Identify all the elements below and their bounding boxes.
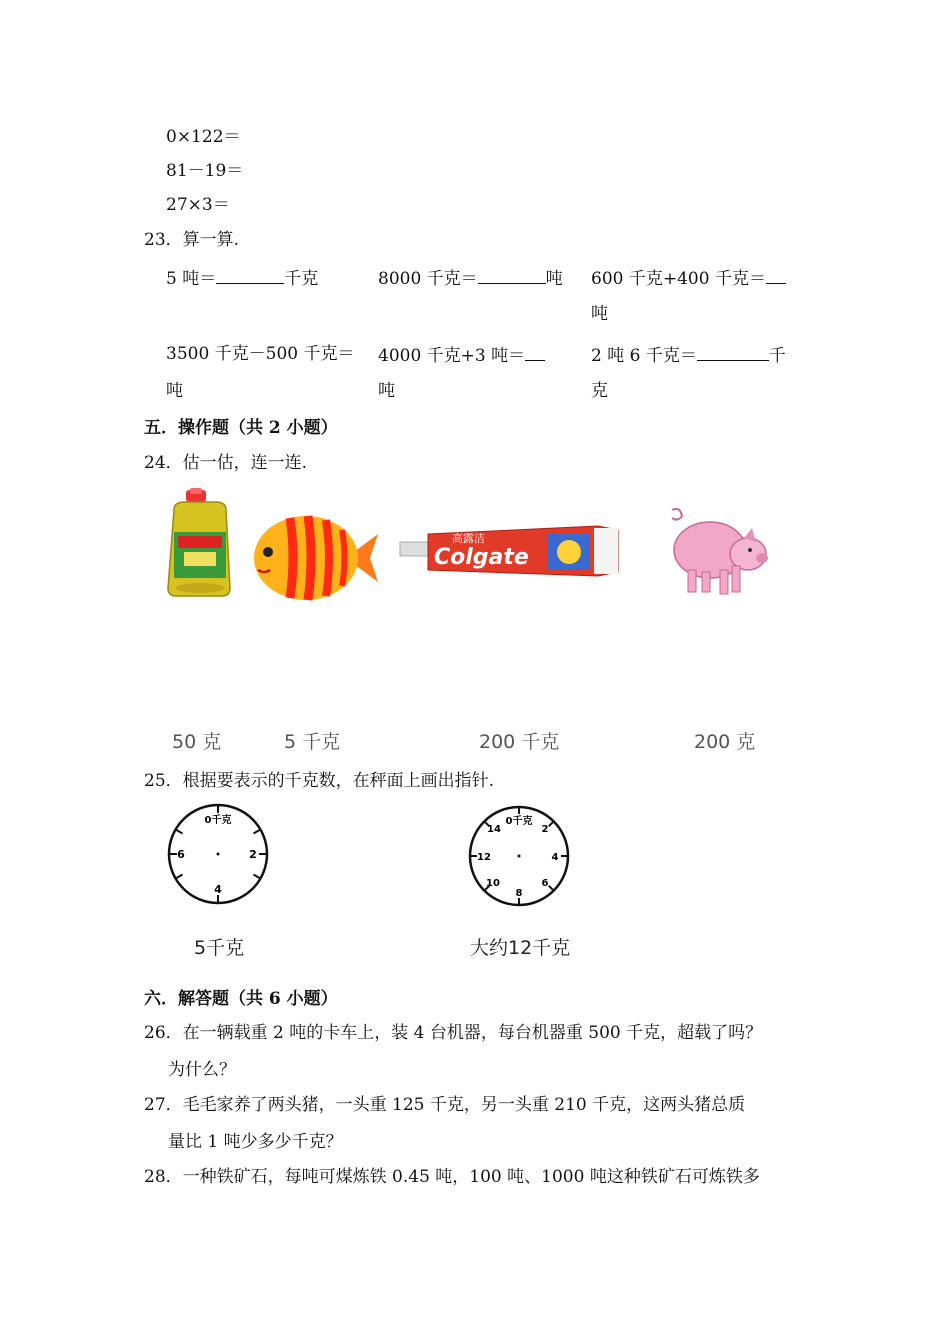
dial-label-bottom: 4 (214, 883, 222, 896)
dial-2-caption: 大约12千克 (470, 937, 571, 959)
answer-blank[interactable] (697, 343, 769, 361)
question-27-line-2: 量比 1 吨少多少千克？ (168, 1132, 343, 1152)
q23-a3-unit: 吨 (591, 304, 608, 324)
q23-b1-unit: 吨 (166, 381, 183, 401)
answer-blank[interactable] (478, 266, 546, 284)
dial-label-6: 6 (541, 878, 549, 889)
dial-label-top: 0千克 (505, 816, 533, 827)
q23-b2-expr: 4000 千克+3 吨＝ (378, 346, 526, 366)
question-number: 24． (144, 453, 183, 473)
toothpaste-image (398, 520, 624, 584)
q23-a2-expr: 8000 千克＝ (378, 269, 478, 289)
dial-label-4: 4 (551, 852, 559, 863)
scale-dial-2[interactable] (465, 802, 573, 910)
answer-blank[interactable] (766, 266, 786, 284)
dial-1-caption: 5千克 (194, 937, 245, 959)
answer-blank[interactable] (216, 266, 284, 284)
q23-item-b2 (378, 343, 545, 367)
dial-label-14: 14 (487, 824, 501, 835)
question-text: 估一估，连一连. (182, 453, 308, 473)
dial-label-top: 0千克 (204, 815, 232, 826)
q23-item-b1 (166, 343, 355, 365)
question-text: 根据要表示的千克数，在秤面上画出指针. (182, 771, 495, 791)
question-number: 27． (144, 1095, 183, 1115)
unit-label: 吨 (545, 269, 563, 289)
q23-b3-expr: 2 吨 6 千克＝ (591, 346, 697, 366)
question-text: 算一算. (182, 230, 240, 250)
q23-b1-expr: 3500 千克－500 千克＝ (166, 344, 355, 364)
toothpaste-logo: Colgate (434, 545, 529, 570)
unit-label: 千克 (284, 269, 319, 289)
dial-label-12: 12 (477, 852, 491, 863)
section-6-heading: 六．解答题（共 6 小题） (144, 989, 338, 1009)
q23-b3-unit-2: 克 (591, 381, 608, 401)
question-25-title (144, 770, 494, 792)
scale-dial-1[interactable] (164, 800, 272, 908)
q23-item-a2 (378, 266, 563, 290)
cooking-oil-bottle-image (164, 488, 236, 600)
dial-label-2: 2 (541, 824, 549, 835)
dial-label-8: 8 (515, 888, 523, 899)
calc-row-2: 81－19＝ (166, 161, 244, 181)
question-number: 25． (144, 771, 183, 791)
question-26-line-2: 为什么？ (168, 1060, 236, 1080)
question-number: 26． (144, 1023, 183, 1043)
question-27 (144, 1094, 745, 1116)
question-number: 28． (144, 1167, 183, 1187)
question-text: 在一辆载重 2 吨的卡车上，装 4 台机器，每台机器重 500 千克，超载了吗？ (182, 1023, 763, 1043)
question-26 (144, 1022, 762, 1044)
toy-fish-image (250, 512, 380, 604)
calc-row-1: 0×122＝ (166, 127, 241, 147)
section-5-heading: 五．操作题（共 2 小题） (144, 418, 338, 438)
dial-label-right: 2 (249, 848, 257, 861)
q23-a1-expr: 5 吨＝ (166, 269, 217, 289)
calc-row-3: 27×3＝ (166, 195, 230, 215)
toothpaste-brand: 高露洁 (452, 532, 485, 545)
answer-blank[interactable] (525, 343, 545, 361)
weight-option-1[interactable]: 50 克 (172, 731, 222, 753)
dial-label-10: 10 (486, 878, 500, 889)
question-23-title (144, 229, 239, 251)
weight-option-4[interactable]: 200 克 (694, 731, 756, 753)
question-number: 23． (144, 230, 183, 250)
question-text: 一种铁矿石，每吨可煤炼铁 0.45 吨，100 吨、1000 吨这种铁矿石可炼铁多 (182, 1167, 760, 1187)
q23-item-a3 (591, 266, 786, 290)
question-24-title (144, 452, 307, 474)
q23-item-a1 (166, 266, 318, 290)
q23-b2-unit: 吨 (378, 381, 395, 401)
unit-label: 千 (768, 346, 786, 366)
weight-option-3[interactable]: 200 千克 (479, 731, 560, 753)
q23-a3-expr: 600 千克+400 千克＝ (591, 269, 766, 289)
question-text: 毛毛家养了两头猪，一头重 125 千克，另一头重 210 千克，这两头猪总质 (182, 1095, 746, 1115)
dial-label-left: 6 (177, 848, 185, 861)
pig-image (668, 504, 770, 600)
question-28 (144, 1166, 760, 1188)
weight-option-2[interactable]: 5 千克 (284, 731, 341, 753)
q23-item-b3 (591, 343, 786, 367)
